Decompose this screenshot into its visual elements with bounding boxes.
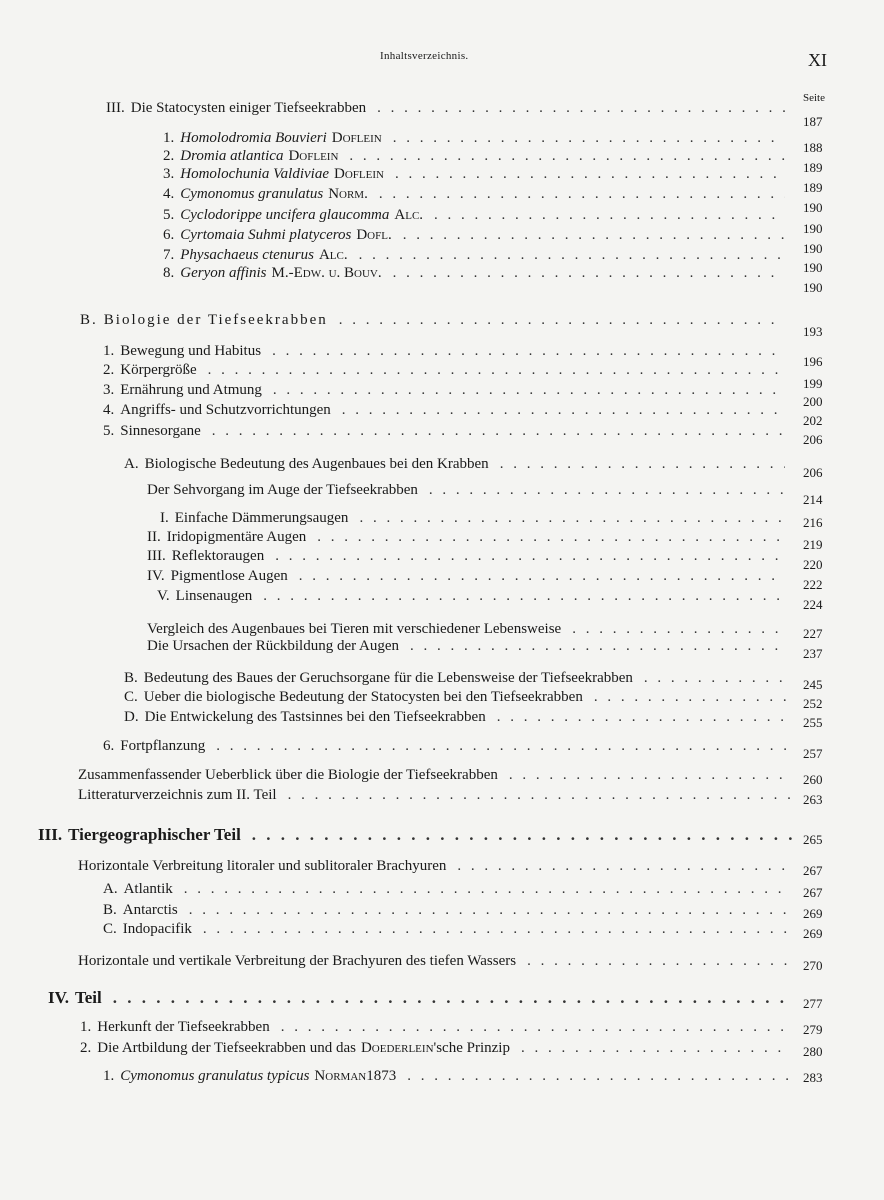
entry-title: Zusammenfassender Ueberblick über die Biologie der Tiefseekrabben xyxy=(78,767,498,783)
entry-author: Norm. xyxy=(328,186,368,202)
entry-number: A. xyxy=(124,456,139,472)
dot-leader xyxy=(395,166,785,183)
entry-page: 216 xyxy=(803,515,823,530)
entry-species: Homolodromia Bouvieri xyxy=(180,130,327,146)
dot-leader xyxy=(521,1040,792,1057)
entry-page: 190 xyxy=(803,280,823,295)
dot-leader xyxy=(299,568,785,585)
toc-entry xyxy=(163,186,785,206)
entry-page: 190 xyxy=(803,260,823,275)
toc-entry xyxy=(103,921,792,941)
entry-page: 283 xyxy=(803,1070,823,1085)
entry-page: 224 xyxy=(803,597,823,612)
entry-title: Tiergeographischer Teil xyxy=(68,825,241,844)
entry-number: B. xyxy=(103,902,117,918)
toc-entry xyxy=(124,456,785,476)
entry-page: 220 xyxy=(803,557,823,572)
entry-title: Die Statocysten einiger Tiefseekrabben xyxy=(130,100,367,116)
dot-leader xyxy=(644,670,792,687)
entry-species: Cymonomus granulatus typicus xyxy=(120,1068,310,1084)
dot-leader xyxy=(509,767,792,784)
toc-entry xyxy=(163,247,785,267)
entry-title: Reflektoraugen xyxy=(171,548,265,564)
toc-entry xyxy=(163,130,785,150)
entry-number: 2. xyxy=(103,362,115,378)
dot-leader xyxy=(113,988,792,1008)
entry-title: Ueber die biologische Bedeutung der Statocysten bei den Tiefseekrabben xyxy=(143,689,583,705)
entry-page: 267 xyxy=(803,885,823,900)
toc-entry xyxy=(80,1019,792,1039)
toc-entry xyxy=(103,382,785,402)
entry-number: B. xyxy=(80,312,98,328)
toc-entry xyxy=(103,362,785,382)
entry-title: Die Entwickelung des Tastsinnes bei den Tiefseekrabben xyxy=(144,709,486,725)
seite-label: Seite xyxy=(803,92,825,104)
entry-page: 219 xyxy=(803,537,823,552)
dot-leader xyxy=(342,402,785,419)
entry-number: 3. xyxy=(103,382,115,398)
entry-number: 2. xyxy=(163,148,175,164)
entry-page: 269 xyxy=(803,906,823,921)
dot-leader xyxy=(527,953,792,970)
toc-entry xyxy=(103,423,785,443)
entry-title: Fortpflanzung xyxy=(120,738,206,754)
entry-author: Doflein xyxy=(288,148,339,164)
entry-number: I. xyxy=(160,510,169,526)
toc-entry xyxy=(80,1040,792,1060)
toc-entry xyxy=(103,1068,792,1088)
toc-entry xyxy=(48,988,792,1008)
entry-number: 4. xyxy=(163,186,175,202)
entry-author: Alc. xyxy=(318,247,348,263)
toc-entry xyxy=(106,100,785,120)
entry-title: Biologische Bedeutung des Augenbaues bei den Krabben xyxy=(144,456,489,472)
entry-page: 267 xyxy=(803,863,823,878)
entry-author: Dofl. xyxy=(356,227,392,243)
entry-page: 227 xyxy=(803,626,823,641)
entry-number: 2. xyxy=(80,1040,92,1056)
dot-leader xyxy=(263,588,785,605)
entry-page: 263 xyxy=(803,792,823,807)
entry-number: 5. xyxy=(103,423,115,439)
entry-page: 187 xyxy=(803,114,823,129)
entry-number: III. xyxy=(106,100,125,116)
entry-title: Angriffs- und Schutzvorrichtungen xyxy=(120,402,331,418)
toc-entry xyxy=(124,670,792,690)
entry-author: Doflein xyxy=(333,166,384,182)
entry-page: 280 xyxy=(803,1044,823,1059)
entry-page: 190 xyxy=(803,221,823,236)
entry-number: 1. xyxy=(103,343,115,359)
entry-number: 4. xyxy=(103,402,115,418)
entry-title: Pigmentlose Augen xyxy=(170,568,288,584)
dot-leader xyxy=(572,621,785,638)
entry-number: C. xyxy=(124,689,138,705)
dot-leader xyxy=(497,709,792,726)
toc-entry xyxy=(147,529,785,549)
dot-leader xyxy=(212,423,785,440)
dot-leader xyxy=(379,186,785,203)
dot-leader xyxy=(339,312,785,329)
entry-number: 8. xyxy=(163,265,175,281)
entry-author: Doflein xyxy=(331,130,382,146)
entry-number: II. xyxy=(147,529,161,545)
entry-number: III. xyxy=(147,548,166,564)
entry-title: Biologie der Tiefseekrabben xyxy=(103,312,328,328)
entry-page: 206 xyxy=(803,465,823,480)
entry-number: D. xyxy=(124,709,139,725)
entry-number: III. xyxy=(38,825,63,844)
entry-number: 7. xyxy=(163,247,175,263)
entry-title: Atlantik xyxy=(123,881,173,897)
dot-leader xyxy=(407,1068,792,1085)
entry-title: Der Sehvorgang im Auge der Tiefseekrabben xyxy=(147,482,418,498)
entry-species: Cyclodorippe uncifera glaucomma xyxy=(180,207,390,223)
dot-leader xyxy=(216,738,792,755)
entry-number: 3. xyxy=(163,166,175,182)
entry-author: Norman xyxy=(314,1068,367,1084)
dot-leader xyxy=(594,689,792,706)
entry-page: 269 xyxy=(803,926,823,941)
toc-entry xyxy=(80,312,785,332)
entry-author: M.-Edw. u. Bouv. xyxy=(271,265,382,281)
entry-species: Cyrtomaia Suhmi platyceros xyxy=(180,227,352,243)
toc-entry xyxy=(103,738,792,758)
entry-title: Horizontale und vertikale Verbreitung der Brachyuren des tiefen Wassers xyxy=(78,953,517,969)
entry-title: Bedeutung des Baues der Geruchsorgane für die Lebensweise der Tiefseekrabben xyxy=(143,670,633,686)
entry-species: Physachaeus ctenurus xyxy=(180,247,314,263)
entry-title: Herkunft der Tiefseekrabben xyxy=(97,1019,270,1035)
toc-entry xyxy=(78,787,792,807)
entry-number: 1. xyxy=(103,1068,115,1084)
entry-page: 270 xyxy=(803,958,823,973)
entry-page: 200 xyxy=(803,394,823,409)
entry-page: 237 xyxy=(803,646,823,661)
entry-author: Alc. xyxy=(394,207,424,223)
entry-page: 190 xyxy=(803,200,823,215)
entry-page: 199 xyxy=(803,376,823,391)
entry-title: Horizontale Verbreitung litoraler und sublitoraler Brachyuren xyxy=(78,858,447,874)
dot-leader xyxy=(393,265,785,282)
toc-entry xyxy=(147,568,785,588)
dot-leader xyxy=(359,247,785,264)
toc-entry xyxy=(147,548,785,568)
entry-page: 189 xyxy=(803,160,823,175)
entry-title: Ernährung und Atmung xyxy=(120,382,262,398)
entry-title: Die Artbildung der Tiefseekrabben und das xyxy=(97,1040,356,1056)
entry-species: Cymonomus granulatus xyxy=(180,186,324,202)
dot-leader xyxy=(377,100,785,117)
dot-leader xyxy=(317,529,785,546)
entry-number: 6. xyxy=(163,227,175,243)
toc-entry xyxy=(78,953,792,973)
dot-leader xyxy=(349,148,785,165)
entry-title: Die Ursachen der Rückbildung der Augen xyxy=(147,638,400,654)
dot-leader xyxy=(272,343,785,360)
toc-entry xyxy=(124,689,792,709)
entry-page: 257 xyxy=(803,746,823,761)
dot-leader xyxy=(403,227,785,244)
toc-entry xyxy=(147,638,785,658)
toc-entry xyxy=(163,207,785,227)
entry-page: 255 xyxy=(803,715,823,730)
dot-leader xyxy=(208,362,785,379)
entry-page: 252 xyxy=(803,696,823,711)
toc-entry xyxy=(163,227,785,247)
dot-leader xyxy=(393,130,785,147)
dot-leader xyxy=(359,510,785,527)
dot-leader xyxy=(457,858,792,875)
entry-title: Antarctis xyxy=(122,902,178,918)
entry-page: 189 xyxy=(803,180,823,195)
dot-leader xyxy=(189,902,792,919)
dot-leader xyxy=(500,456,785,473)
toc-entry xyxy=(163,166,785,186)
toc-entry xyxy=(38,825,792,845)
entry-number: 1. xyxy=(80,1019,92,1035)
running-title: Inhaltsverzeichnis. xyxy=(380,50,469,62)
dot-leader xyxy=(184,881,792,898)
entry-page: 260 xyxy=(803,772,823,787)
dot-leader xyxy=(273,382,785,399)
entry-number: 6. xyxy=(103,738,115,754)
entry-title: Sinnesorgane xyxy=(120,423,201,439)
toc-entry xyxy=(163,148,785,168)
toc-entry xyxy=(124,709,792,729)
dot-leader xyxy=(429,482,785,499)
entry-page: 222 xyxy=(803,577,823,592)
toc-entry xyxy=(157,588,785,608)
page-number: XI xyxy=(808,50,827,70)
entry-page: 202 xyxy=(803,413,823,428)
entry-number: 5. xyxy=(163,207,175,223)
entry-species: Homolochunia Valdiviae xyxy=(180,166,329,182)
entry-author: Doederlein xyxy=(360,1040,434,1056)
entry-page: 279 xyxy=(803,1022,823,1037)
toc-entry xyxy=(78,767,792,787)
entry-title: Einfache Dämmerungsaugen xyxy=(174,510,349,526)
entry-number: A. xyxy=(103,881,118,897)
entry-number: C. xyxy=(103,921,117,937)
entry-number: B. xyxy=(124,670,138,686)
entry-page: 277 xyxy=(803,996,823,1011)
entry-number: V. xyxy=(157,588,170,604)
entry-page: 206 xyxy=(803,432,823,447)
dot-leader xyxy=(434,207,785,224)
toc-entry xyxy=(103,343,785,363)
dot-leader xyxy=(281,1019,792,1036)
dot-leader xyxy=(410,638,785,655)
entry-suffix: 1873 xyxy=(366,1068,397,1084)
entry-species: Dromia atlantica xyxy=(180,148,284,164)
entry-page: 188 xyxy=(803,140,823,155)
entry-page: 245 xyxy=(803,677,823,692)
entry-page: 193 xyxy=(803,324,823,339)
entry-title: Vergleich des Augenbaues bei Tieren mit verschiedener Lebensweise xyxy=(147,621,562,637)
toc-entry xyxy=(103,402,785,422)
entry-page: 214 xyxy=(803,492,823,507)
entry-title: Körpergröße xyxy=(120,362,197,378)
entry-title: Litteraturverzeichnis zum II. Teil xyxy=(78,787,277,803)
dot-leader xyxy=(288,787,792,804)
entry-title: Teil xyxy=(74,988,102,1007)
entry-suffix: 'sche Prinzip xyxy=(433,1040,510,1056)
entry-number: 1. xyxy=(163,130,175,146)
dot-leader xyxy=(203,921,792,938)
dot-leader xyxy=(252,825,792,845)
toc-entry xyxy=(147,482,785,502)
entry-number: IV. xyxy=(147,568,165,584)
toc-entry xyxy=(163,265,785,285)
entry-page: 196 xyxy=(803,354,823,369)
toc-entry xyxy=(78,858,792,878)
entry-species: Geryon affinis xyxy=(180,265,267,281)
entry-title: Linsenaugen xyxy=(175,588,253,604)
toc-entry xyxy=(103,881,792,901)
entry-title: Iridopigmentäre Augen xyxy=(166,529,307,545)
entry-title: Indopacifik xyxy=(122,921,192,937)
entry-number: IV. xyxy=(48,988,69,1007)
dot-leader xyxy=(275,548,785,565)
toc-entry xyxy=(160,510,785,530)
entry-page: 190 xyxy=(803,241,823,256)
toc-entry xyxy=(103,902,792,922)
entry-title: Bewegung und Habitus xyxy=(120,343,262,359)
entry-page: 265 xyxy=(803,832,823,847)
